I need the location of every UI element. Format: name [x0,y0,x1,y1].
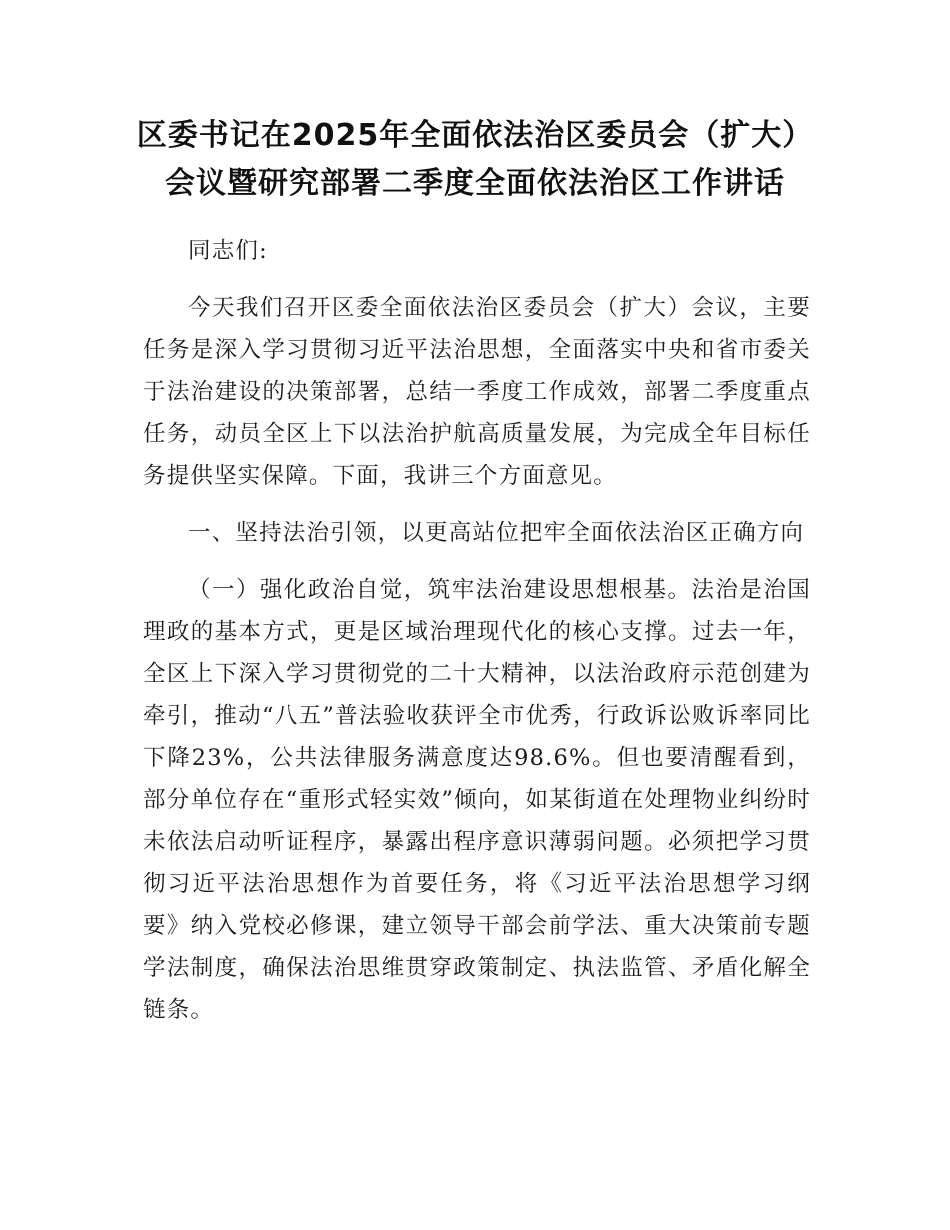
section-heading: 一、坚持法治引领，以更高站位把牢全面依法治区正确方向 [188,520,805,546]
document-body [143,230,811,1046]
subsection-paragraph: （一）强化政治自觉，筑牢法治建设思想根基。法治是治国理政的基本方式，更是区域治理现代化的核心支撑。过去一年，全区上下深入学习贯彻党的二十大精神，以法治政府示范创建为牵引，推动“八五”普法验收获评全市优秀，行政诉讼败诉率同比下降23%，公共法律服务满意度达98.6%。但也要清醒看到，部分单位存在“重形式轻实效”倾向，如某街道在处理物业纠纷时未依法启动听证程序，暴露出程序意识薄弱问题。必须把学习贯彻习近平法治思想作为首要任务，将《习近平法治思想学习纲要》纳入党校必修课，建立领导干部会前学法、重大决策前专题学法制度，确保法治思维贯穿政策制定、执法监管、矛盾化解全链条。 [143,577,811,1023]
document-title: 区委书记在2025年全面依法治区委员会（扩大）会议暨研究部署二季度全面依法治区工作讲话 [136,118,814,201]
salutation-paragraph: 同志们: [188,238,268,264]
intro-paragraph: 今天我们召开区委全面依法治区委员会（扩大）会议，主要任务是深入学习贯彻习近平法治思想，全面落实中央和省市委关于法治建设的决策部署，总结一季度工作成效，部署二季度重点任务，动员全区上下以法治护航高质量发展，为完成全年目标任务提供坚实保障。下面，我讲三个方面意见。 [143,295,811,489]
